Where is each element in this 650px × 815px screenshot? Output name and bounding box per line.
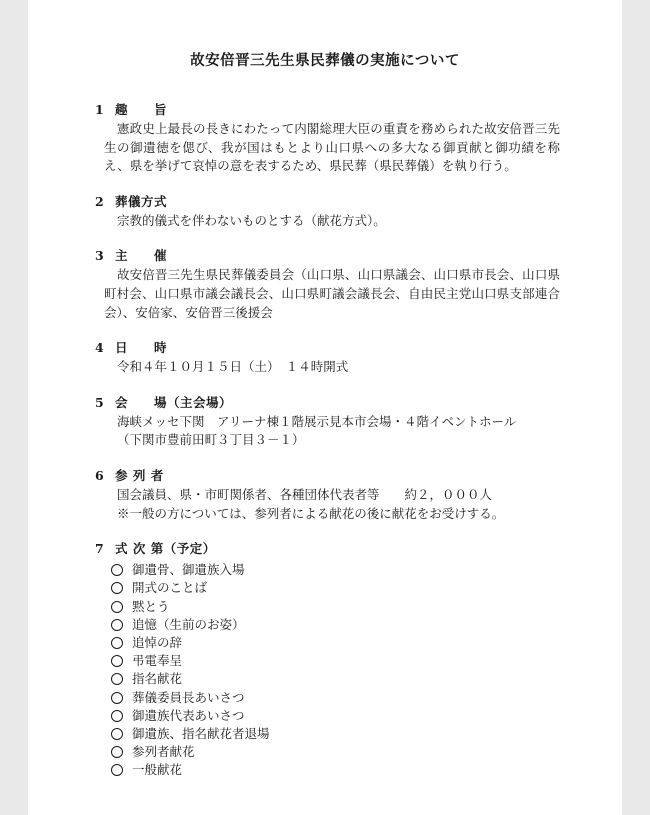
program-list — [28, 561, 622, 779]
list-item — [111, 598, 622, 616]
section-number: 5 — [95, 394, 104, 410]
section-program — [28, 539, 622, 779]
section-number: 1 — [95, 102, 104, 117]
list-item-text: 御遺族代表あいさつ — [132, 707, 245, 723]
section-line: 宗教的儀式を伴わないものとする（献花方式）。 — [117, 212, 386, 228]
section-title: 日 時 — [115, 340, 168, 356]
section-line: 令和４年１０月１５日（土） １４時開式 — [117, 359, 349, 375]
list-item — [111, 634, 622, 652]
list-item — [111, 761, 622, 779]
section-heading — [28, 466, 622, 486]
circle-bullet-icon — [111, 582, 123, 594]
section-number: 6 — [95, 467, 104, 483]
list-item — [111, 725, 622, 743]
circle-bullet-icon — [111, 692, 123, 704]
section-title: 参 列 者 — [115, 467, 164, 483]
circle-bullet-icon — [111, 728, 123, 740]
section-title: 趣 旨 — [115, 102, 168, 117]
list-item — [111, 707, 622, 725]
section-heading — [28, 192, 622, 212]
list-item — [111, 689, 622, 707]
section-title: 式 次 第（予定） — [115, 541, 216, 557]
list-item-text: 追憶（生前のお姿） — [132, 616, 245, 632]
list-item-text: 御遺骨、御遺族入場 — [132, 562, 245, 578]
section-title: 葬儀方式 — [115, 193, 168, 209]
section-line: （下関市豊前田町３丁目３－１） — [117, 432, 305, 448]
list-item — [111, 616, 622, 634]
list-item-text: 開式のことば — [132, 580, 208, 596]
circle-bullet-icon — [111, 564, 123, 576]
section-line: 海峡メッセ下関 アリーナ棟１階展示見本市会場・４階イベントホール — [117, 413, 517, 429]
list-item — [111, 579, 622, 597]
section-funeral-method — [28, 192, 622, 231]
section-heading — [28, 539, 622, 559]
section-heading — [28, 338, 622, 358]
section-organizer — [28, 246, 622, 322]
section-heading — [28, 393, 622, 413]
list-item — [111, 670, 622, 688]
circle-bullet-icon — [111, 764, 123, 776]
list-item-text: 黙とう — [132, 598, 170, 614]
section-venue — [28, 393, 622, 450]
section-line: 国会議員、県・市町関係者、各種団体代表者等 約２，０００人 — [117, 486, 493, 502]
section-heading — [28, 100, 622, 120]
document-page — [28, 0, 622, 815]
list-item-text: 御遺族、指名献花者退場 — [132, 725, 270, 741]
list-item — [111, 561, 622, 579]
list-item-text: 参列者献花 — [132, 744, 195, 760]
circle-bullet-icon — [111, 673, 123, 685]
document-title: 故安倍晋三先生県民葬儀の実施について — [190, 52, 460, 69]
section-number: 2 — [95, 193, 104, 209]
section-number: 3 — [95, 248, 104, 264]
list-item — [111, 652, 622, 670]
section-title: 主 催 — [115, 248, 168, 264]
list-item-text: 指名献花 — [132, 671, 183, 687]
list-item-text: 葬儀委員長あいさつ — [132, 689, 245, 705]
section-number: 7 — [95, 541, 104, 557]
list-item-text: 追悼の辞 — [132, 634, 183, 650]
list-item — [111, 743, 622, 761]
circle-bullet-icon — [111, 637, 123, 649]
section-number: 4 — [95, 340, 104, 356]
section-attendees — [28, 466, 622, 523]
circle-bullet-icon — [111, 601, 123, 613]
section-line: ※一般の方については、参列者による献花の後に献花をお受けする。 — [117, 505, 505, 521]
section-paragraph: 憲政史上最長の長きにわたって内閣総理大臣の重責を務められた故安倍晋三先生の御遺徳を偲び、我が国はもとより山口県への多大なる御貢献と御功績を称え、県を挙げて哀悼の意を表するため、県民葬（県民葬儀）を執り行う。 — [104, 121, 560, 174]
section-datetime — [28, 338, 622, 377]
section-paragraph: 故安倍晋三先生県民葬儀委員会（山口県、山口県議会、山口県市長会、山口県町村会、山口県市議会議長会、山口県町議会議長会、自由民主党山口県支部連合会）、安倍家、安倍晋三後援会 — [104, 267, 560, 320]
circle-bullet-icon — [111, 746, 123, 758]
section-purpose — [28, 100, 622, 176]
list-item-text: 一般献花 — [132, 762, 183, 778]
circle-bullet-icon — [111, 619, 123, 631]
section-title: 会 場（主会場） — [115, 394, 233, 410]
section-heading — [28, 246, 622, 266]
circle-bullet-icon — [111, 710, 123, 722]
circle-bullet-icon — [111, 655, 123, 667]
list-item-text: 弔電奉呈 — [132, 653, 183, 669]
